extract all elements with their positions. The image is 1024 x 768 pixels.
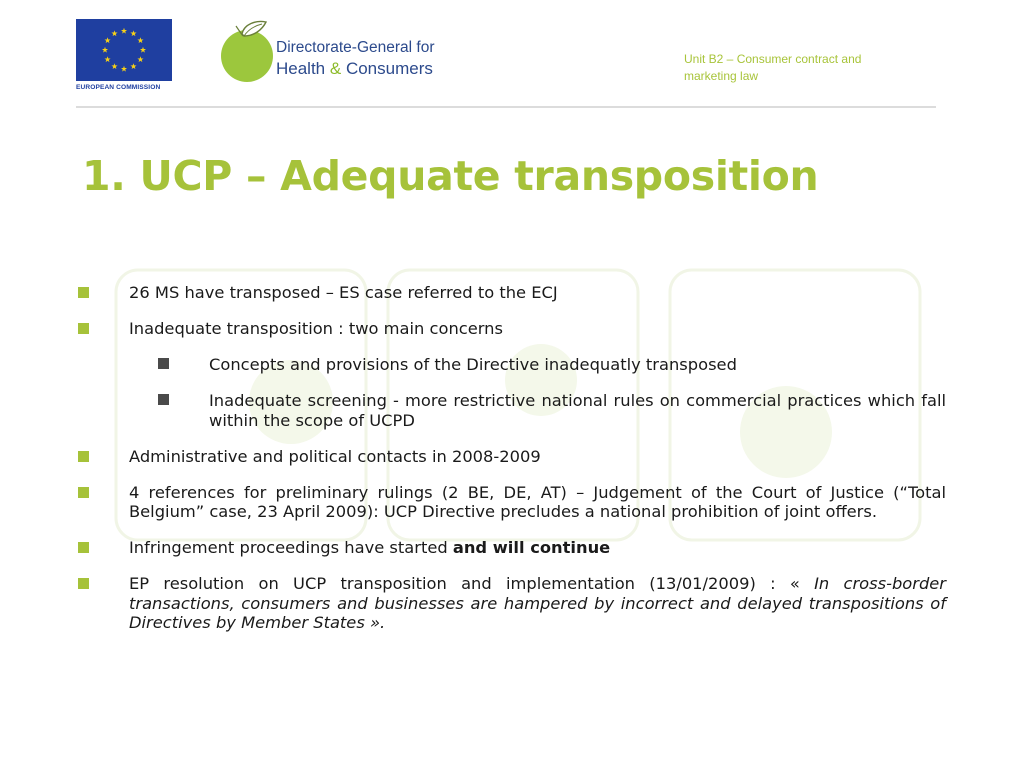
- bullet-list: [76, 283, 946, 649]
- eu-caption: EUROPEAN COMMISSION: [76, 84, 161, 91]
- bullet-square-icon: [78, 451, 89, 462]
- list-item: [76, 538, 946, 558]
- list-item-text: Inadequate transposition : two main concerns: [129, 319, 503, 338]
- dg-health: Health: [276, 59, 326, 78]
- sub-list-item: [76, 391, 946, 430]
- list-item: [76, 483, 946, 522]
- list-item-text-plain: EP resolution on UCP transposition and implementation (13/01/2009) : «: [129, 574, 815, 593]
- bullet-square-icon: [78, 542, 89, 553]
- list-item: [76, 283, 946, 303]
- unit-label: Unit B2 – Consumer contract and marketing law: [684, 52, 862, 83]
- slide-title: 1. UCP – Adequate transposition: [82, 152, 819, 200]
- list-item-text-italic: In cross-border transactions, consumers and businesses are hampered by incorrect and delayed transpositions of Directives by Member States ».: [129, 574, 946, 632]
- dg-name-line2: [276, 58, 435, 79]
- sub-bullet-square-icon: [158, 394, 169, 405]
- bullet-square-icon: [78, 287, 89, 298]
- dg-ampersand: &: [329, 59, 342, 78]
- list-item-text: [129, 574, 946, 633]
- dg-consumers: Consumers: [345, 59, 433, 78]
- sub-list-item: [76, 355, 946, 375]
- header-divider: [76, 106, 936, 108]
- dg-name-line1: Directorate-General for: [276, 39, 435, 56]
- eu-flag-icon: [76, 19, 172, 81]
- bullet-square-icon: [78, 323, 89, 334]
- bullet-square-icon: [78, 578, 89, 589]
- list-item-text: Inadequate screening - more restrictive national rules on commercial practices which fall within the scope of UCPD: [209, 391, 946, 430]
- list-item-text: 4 references for preliminary rulings (2 BE, DE, AT) – Judgement of the Court of Justice (“Total Belgium” case, 23 April 2009): UCP Directive precludes a national prohibition of joint offers.: [129, 482, 946, 521]
- list-item: [76, 574, 946, 633]
- sub-bullet-square-icon: [158, 358, 169, 369]
- list-item: [76, 447, 946, 467]
- list-item-text-bold: and will continue: [452, 538, 611, 557]
- list-item: [76, 319, 946, 339]
- list-item-text: Concepts and provisions of the Directive inadequatly transposed: [209, 355, 737, 374]
- bullet-square-icon: [78, 487, 89, 498]
- list-item-text: 26 MS have transposed – ES case referred to the ECJ: [129, 283, 558, 302]
- list-item-text-plain: Infringement proceedings have started: [129, 538, 453, 557]
- dg-name: [276, 37, 435, 79]
- european-commission-logo: [76, 19, 172, 95]
- list-item-text: [129, 538, 946, 558]
- list-item-text: Administrative and political contacts in 2008-2009: [129, 446, 541, 466]
